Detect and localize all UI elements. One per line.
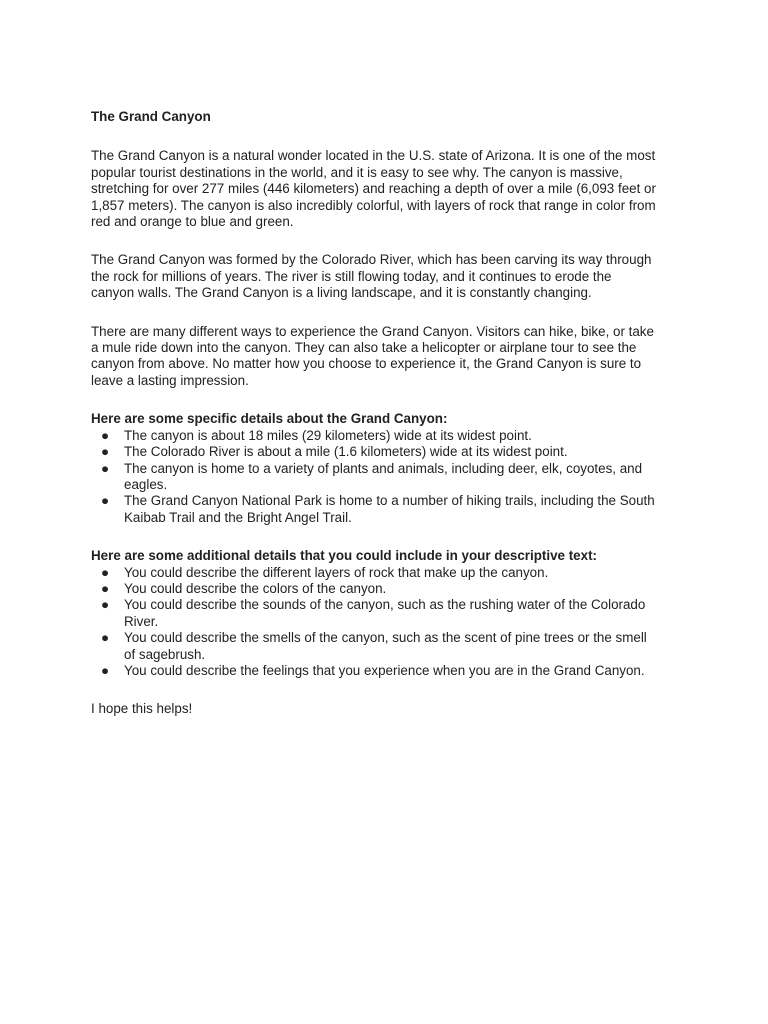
bullet-icon: ● xyxy=(101,630,110,646)
list-item xyxy=(91,428,657,444)
list-item xyxy=(91,581,657,597)
list-item-text: The canyon is about 18 miles (29 kilometers) wide at its widest point. xyxy=(124,427,532,443)
bullet-icon: ● xyxy=(101,444,110,460)
bullet-icon: ● xyxy=(101,427,110,443)
list-item xyxy=(91,493,657,526)
list-item-text: You could describe the different layers of rock that make up the canyon. xyxy=(124,564,549,580)
list-item-text: The canyon is home to a variety of plants and animals, including deer, elk, coyotes, and eagles. xyxy=(124,460,643,492)
bullet-icon: ● xyxy=(101,580,110,596)
document-page xyxy=(91,109,657,718)
details-heading: Here are some specific details about the Grand Canyon: xyxy=(91,411,448,427)
additional-heading: Here are some additional details that you could include in your descriptive text: xyxy=(91,548,597,564)
document-title: The Grand Canyon xyxy=(91,109,211,124)
list-item xyxy=(91,663,657,679)
paragraph-formation: The Grand Canyon was formed by the Colorado River, which has been carving its way through the rock for millions of years. The river is still flowing today, and it continues to erode the canyon walls. The Grand Canyon is a living landscape, and it is constantly changing. xyxy=(91,252,652,301)
list-item-text: You could describe the smells of the canyon, such as the scent of pine trees or the smell of sagebrush. xyxy=(124,630,647,662)
list-item-text: The Grand Canyon National Park is home to a number of hiking trails, including the South Kaibab Trail and the Bright Angel Trail. xyxy=(124,493,655,525)
list-item xyxy=(91,565,657,581)
bullet-icon: ● xyxy=(101,460,110,476)
bullet-icon: ● xyxy=(101,597,110,613)
list-item-text: You could describe the colors of the canyon. xyxy=(124,580,387,596)
bullet-icon: ● xyxy=(101,493,110,509)
additional-list xyxy=(91,565,657,680)
list-item-text: You could describe the feelings that you experience when you are in the Grand Canyon. xyxy=(124,662,645,678)
list-item-text: The Colorado River is about a mile (1.6 kilometers) wide at its widest point. xyxy=(124,444,568,460)
list-item-text: You could describe the sounds of the canyon, such as the rushing water of the Colorado River. xyxy=(124,597,646,629)
paragraph-intro: The Grand Canyon is a natural wonder located in the U.S. state of Arizona. It is one of the most popular tourist destinations in the world, and it is easy to see why. The canyon is massive, stretching for over 277 miles (446 kilometers) and reaching a depth of over a mile (6,093 feet or 1,857 meters). The canyon is also incredibly colorful, with layers of rock that range in color from red and orange to blue and green. xyxy=(91,148,656,230)
list-item xyxy=(91,461,657,494)
list-item xyxy=(91,630,657,663)
list-item xyxy=(91,597,657,630)
bullet-icon: ● xyxy=(101,662,110,678)
paragraph-experience: There are many different ways to experience the Grand Canyon. Visitors can hike, bike, or take a mule ride down into the canyon. They can also take a helicopter or airplane tour to see the canyon from above. No matter how you choose to experience it, the Grand Canyon is sure to leave a lasting impression. xyxy=(91,323,654,388)
bullet-icon: ● xyxy=(101,564,110,580)
closing-line: I hope this helps! xyxy=(91,701,193,717)
list-item xyxy=(91,444,657,460)
details-list xyxy=(91,428,657,526)
